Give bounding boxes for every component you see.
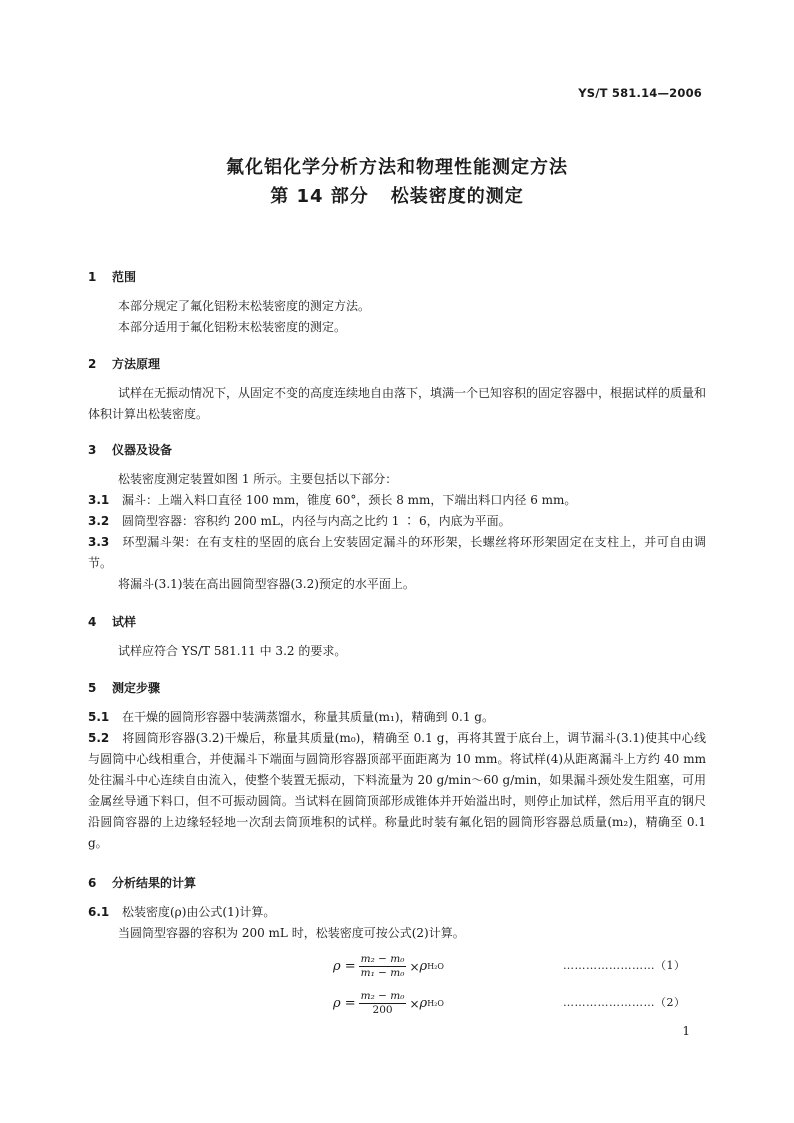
part-name: 松装密度的测定 — [390, 186, 524, 207]
document-subtitle — [0, 182, 794, 208]
clause-3-2: 3.2 圆筒型容器：容积约 200 mL，内径与内高之比约 1 ∶ 6，内底为平面。 — [88, 514, 511, 528]
water-subscript: H₂O — [427, 999, 444, 1008]
paragraph: 试样在无振动情况下，从固定不变的高度连续地自由落下，填满一个已知容积的固定容器中，根据试样的质量和体积计算出松装密度。 — [88, 386, 707, 421]
fraction-denominator: 200 — [372, 1004, 393, 1016]
paragraph: 当圆筒型容器的容积为 200 mL 时，松装密度可按公式(2)计算。 — [118, 926, 465, 940]
clause-3-1: 3.1 漏斗：上端入料口直径 100 mm，锥度 60°，颈长 8 mm，下端出料口内径 6 mm。 — [88, 493, 577, 507]
section-heading-1: 1 范围 — [88, 270, 137, 284]
fraction-numerator: m₂ − m₀ — [360, 953, 405, 965]
section-heading-2: 2 方法原理 — [88, 357, 161, 371]
fraction-numerator: m₂ − m₀ — [360, 990, 405, 1002]
section-heading-4: 4 试样 — [88, 615, 137, 629]
section-heading-6: 6 分析结果的计算 — [88, 876, 197, 890]
times-sign: × — [409, 959, 420, 974]
clause-6-1: 6.1 松装密度(ρ)由公式(1)计算。 — [88, 905, 276, 919]
rho-symbol: ρ — [419, 959, 428, 974]
clause-5-1: 5.1 在干燥的圆筒形容器中装满蒸馏水，称量其质量(m₁)，精确到 0.1 g。 — [88, 710, 494, 724]
page-number: 1 — [682, 1024, 690, 1038]
paragraph: 将漏斗(3.1)装在高出圆筒型容器(3.2)预定的水平面上。 — [118, 577, 415, 591]
fraction — [359, 990, 407, 1017]
section-heading-3: 3 仪器及设备 — [88, 443, 173, 457]
clause-3-3: 3.3 环型漏斗架：在有支柱的坚固的底台上安装固定漏斗的环形架，长螺丝将环形架固定在支柱上，并可自由调节。 — [88, 535, 706, 570]
formula-lhs: ρ = — [333, 996, 356, 1011]
standard-code: YS/T 581.14—2006 — [578, 86, 702, 100]
formula-1 — [333, 953, 444, 980]
equation-number-1: ……………………（1） — [563, 959, 686, 972]
clause-5-2: 5.2 将圆筒形容器(3.2)干燥后，称量其质量(m₀)，精确至 0.1 g，再将其置于底台上，调节漏斗(3.1)使其中心线与圆筒中心线相重合，并使漏斗下端面与圆筒形容器顶部平面距离为 10 mm。将试样(4)从距离漏斗上方约 40 mm 处往漏斗中心连续自由流入，使整个装置无振动，下料流量为 20 g/min～60 g/min，如果漏斗颈处发生阻塞，可用金属丝导通下料口，但不可振动圆筒。当试料在圆筒顶部形成锥体并开始溢出时，则停止加试样，然后用平直的钢尺沿圆筒容器的上边缘轻轻地一次刮去筒顶堆积的试样。称量此时装有氟化铝的圆筒形容器总质量(m₂)，精确至 0.1 g。 — [88, 731, 706, 850]
paragraph: 松装密度测定装置如图 1 所示。主要包括以下部分： — [118, 472, 398, 486]
times-sign: × — [409, 996, 420, 1011]
paragraph: 本部分适用于氟化铝粉末松装密度的测定。 — [118, 320, 347, 334]
formula-2 — [333, 990, 444, 1017]
paragraph: 试样应符合 YS/T 581.11 中 3.2 的要求。 — [118, 644, 347, 658]
rho-symbol: ρ — [419, 996, 428, 1011]
section-heading-5: 5 测定步骤 — [88, 681, 161, 695]
equation-number-2: ……………………（2） — [563, 996, 686, 1009]
formula-lhs: ρ = — [333, 959, 356, 974]
fraction — [359, 953, 407, 980]
document-title: 氟化铝化学分析方法和物理性能测定方法 — [226, 157, 568, 178]
part-number: 第 14 部分 — [270, 186, 369, 207]
fraction-denominator: m₁ − m₀ — [360, 967, 405, 979]
water-subscript: H₂O — [427, 962, 444, 971]
paragraph: 本部分规定了氟化铝粉末松装密度的测定方法。 — [118, 299, 371, 313]
